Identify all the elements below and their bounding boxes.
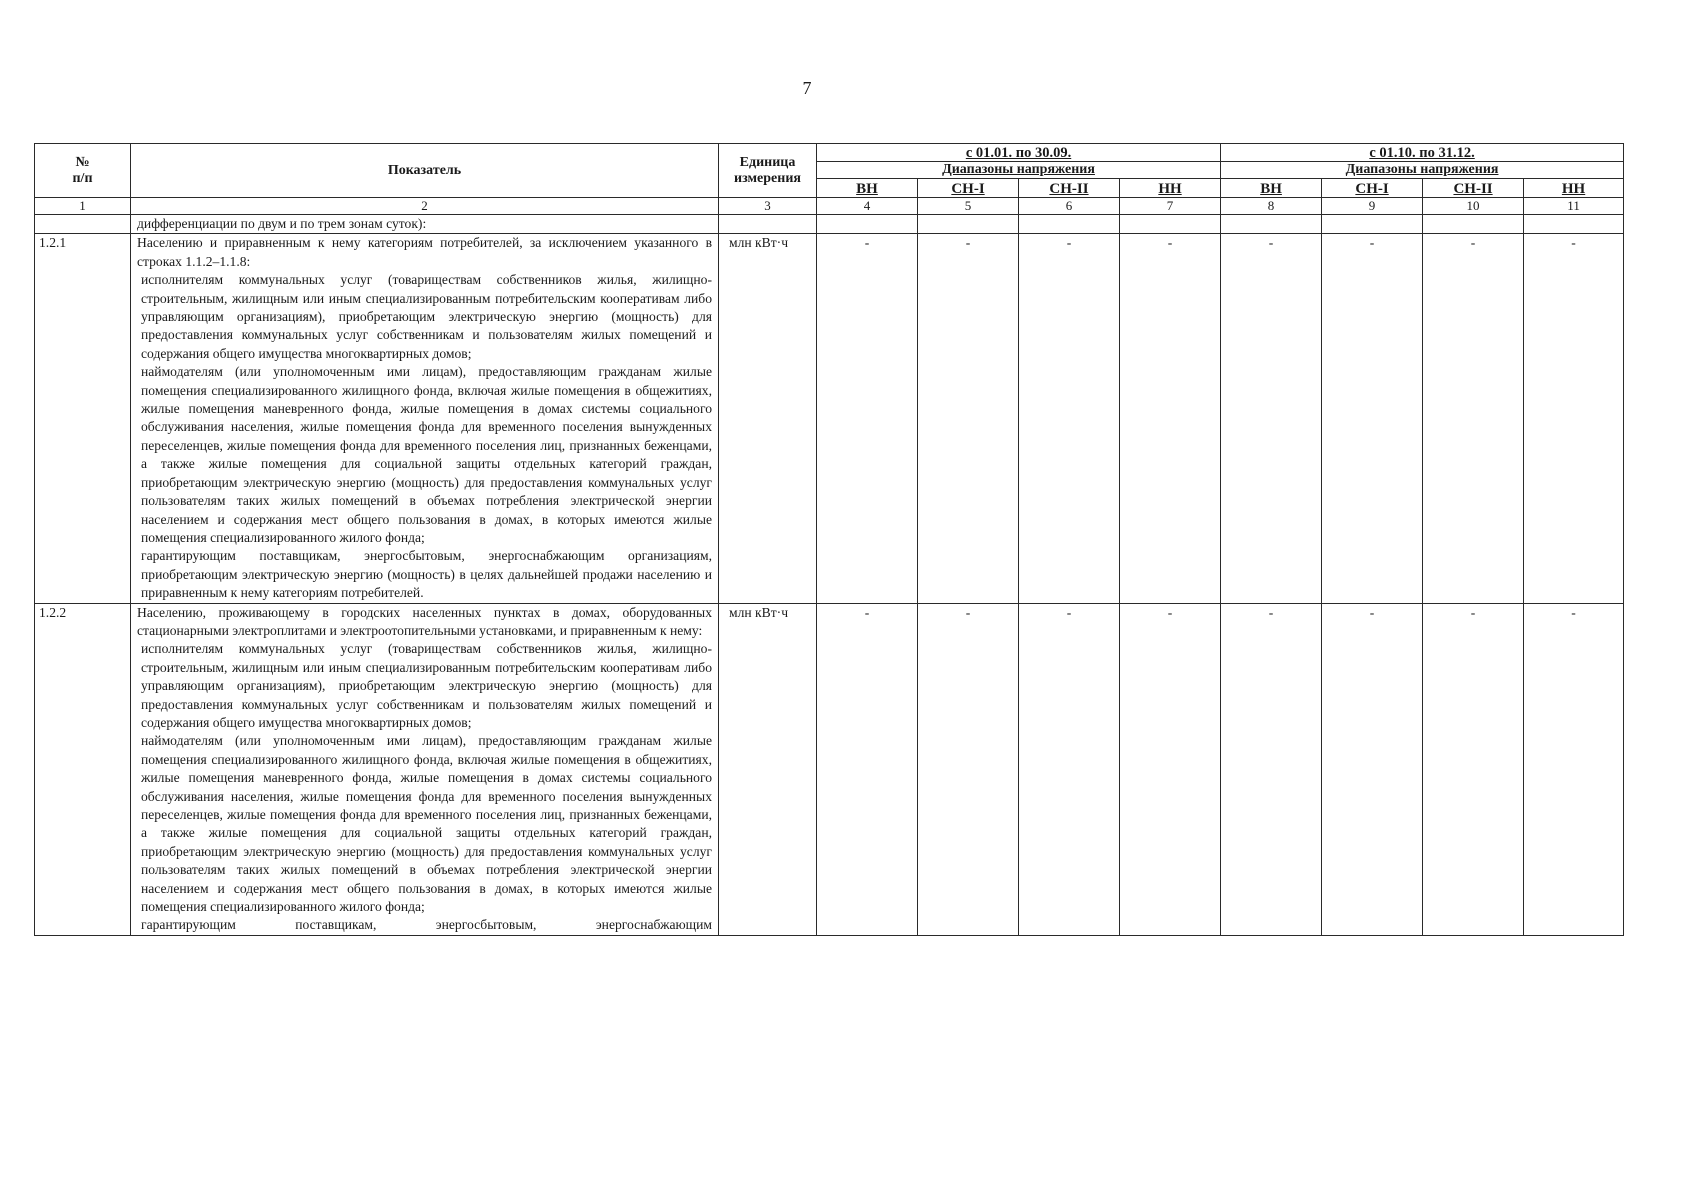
- header-voltage-sn1-2: СН-I: [1322, 179, 1423, 198]
- header-voltage-range-1: Диапазоны напряжения: [817, 162, 1221, 179]
- value-cell: -: [1524, 234, 1624, 603]
- column-number: 9: [1322, 198, 1423, 215]
- value-cell: -: [1120, 603, 1221, 935]
- value-cell: -: [1423, 234, 1524, 603]
- value-cell: -: [1322, 234, 1423, 603]
- indicator-text: [131, 234, 719, 603]
- column-number: 6: [1019, 198, 1120, 215]
- indicator-text: [131, 603, 719, 935]
- column-number: 11: [1524, 198, 1624, 215]
- header-voltage-sn2-1: СН-II: [1019, 179, 1120, 198]
- table-row: [35, 234, 1624, 603]
- tariff-table-container: [34, 143, 1624, 936]
- value-cell: -: [817, 603, 918, 935]
- header-number: № п/п: [35, 144, 131, 198]
- indicator-paragraph: гарантирующим поставщикам, энергосбытовым, энергоснабжающим организациям, приобретающим электрическую энергию (мощность) в целях дальнейшей продажи населению и приравненным к нему категориям потребителей.: [141, 548, 712, 601]
- column-number: 7: [1120, 198, 1221, 215]
- row-number: 1.2.1: [35, 234, 131, 603]
- value-cell: -: [1120, 234, 1221, 603]
- header-period-2: с 01.10. по 31.12.: [1221, 144, 1624, 162]
- row-number: 1.2.2: [35, 603, 131, 935]
- value-cell: -: [1019, 234, 1120, 603]
- value-cell: -: [918, 234, 1019, 603]
- indicator-paragraph: исполнителям коммунальных услуг (товариществам собственников жилья, жилищно-строительным, жилищным или иным специализированным потребительским кооперативам либо управляющим организациям), приобретающим электрическую энергию (мощность) для предоставления коммунальных услуг собственникам и пользователям жилых помещений и содержания общего имущества многоквартирных домов;: [141, 641, 712, 730]
- column-number: 1: [35, 198, 131, 215]
- indicator-paragraph: исполнителям коммунальных услуг (товариществам собственников жилья, жилищно-строительным, жилищным или иным специализированным потребительским кооперативам либо управляющим организациям), приобретающим электрическую энергию (мощность) для предоставления коммунальных услуг собственникам и пользователям жилых помещений и содержания общего имущества многоквартирных домов;: [141, 272, 712, 361]
- tariff-table: [34, 143, 1624, 936]
- column-number: 5: [918, 198, 1019, 215]
- value-cell: -: [1322, 603, 1423, 935]
- value-cell: -: [1221, 603, 1322, 935]
- header-unit: Единица измерения: [719, 144, 817, 198]
- page-number: 7: [802, 78, 812, 98]
- header-indicator: Показатель: [131, 144, 719, 198]
- value-cell: -: [1019, 603, 1120, 935]
- value-cell: -: [817, 234, 918, 603]
- indicator-paragraph: Населению и приравненным к нему категориям потребителей, за исключением указанного в строках 1.1.2–1.1.8:: [137, 235, 712, 269]
- value-cell: -: [918, 603, 1019, 935]
- column-number: 2: [131, 198, 719, 215]
- unit-cell: млн кВт·ч: [719, 603, 817, 935]
- column-number: 3: [719, 198, 817, 215]
- header-voltage-nn-1: НН: [1120, 179, 1221, 198]
- value-cell: -: [1221, 234, 1322, 603]
- indicator-paragraph: гарантирующим поставщикам, энергосбытовым, энергоснабжающим: [141, 917, 712, 933]
- unit-cell: млн кВт·ч: [719, 234, 817, 603]
- value-cell: -: [1423, 603, 1524, 935]
- header-voltage-vn-2: ВН: [1221, 179, 1322, 198]
- table-row: [35, 603, 1624, 935]
- header-voltage-sn1-1: СН-I: [918, 179, 1019, 198]
- continuation-text: дифференциации по двум и по трем зонам суток):: [131, 215, 719, 234]
- indicator-paragraph: наймодателям (или уполномоченным ими лицам), предоставляющим гражданам жилые помещения специализированного жилищного фонда, включая жилые помещения в общежитиях, жилые помещения маневренного фонда, жилые помещения в домах системы социального обслуживания населения, жилые помещения фонда для временного поселения вынужденных переселенцев, жилые помещения фонда для временного поселения лиц, признанных беженцами, а также жилые помещения для социальной защиты отдельных категорий граждан, приобретающим электрическую энергию (мощность) для предоставления коммунальных услуг пользователям таких жилых помещений в объемах потребления электрической энергии населением и содержания мест общего пользования в домах, в которых имеются жилые помещения специализированного жилого фонда;: [141, 733, 712, 915]
- header-voltage-vn-1: ВН: [817, 179, 918, 198]
- header-voltage-range-2: Диапазоны напряжения: [1221, 162, 1624, 179]
- header-period-1: с 01.01. по 30.09.: [817, 144, 1221, 162]
- column-number: 10: [1423, 198, 1524, 215]
- indicator-paragraph: Населению, проживающему в городских населенных пунктах в домах, оборудованных стационарными электроплитами и электроотопительными установками, и приравненным к нему:: [137, 604, 712, 638]
- column-number: 4: [817, 198, 918, 215]
- header-voltage-sn2-2: СН-II: [1423, 179, 1524, 198]
- column-number-row: [35, 198, 1624, 215]
- indicator-paragraph: наймодателям (или уполномоченным ими лицам), предоставляющим гражданам жилые помещения специализированного жилищного фонда, включая жилые помещения в общежитиях, жилые помещения маневренного фонда, жилые помещения в домах системы социального обслуживания населения, жилые помещения фонда для временного поселения вынужденных переселенцев, жилые помещения фонда для временного поселения лиц, признанных беженцами, а также жилые помещения для социальной защиты отдельных категорий граждан, приобретающим электрическую энергию (мощность) для предоставления коммунальных услуг пользователям таких жилых помещений в объемах потребления электрической энергии населением и содержания мест общего пользования в домах, в которых имеются жилые помещения специализированного жилого фонда;: [141, 364, 712, 545]
- header-voltage-nn-2: НН: [1524, 179, 1624, 198]
- column-number: 8: [1221, 198, 1322, 215]
- continuation-row: [35, 215, 1624, 234]
- value-cell: -: [1524, 603, 1624, 935]
